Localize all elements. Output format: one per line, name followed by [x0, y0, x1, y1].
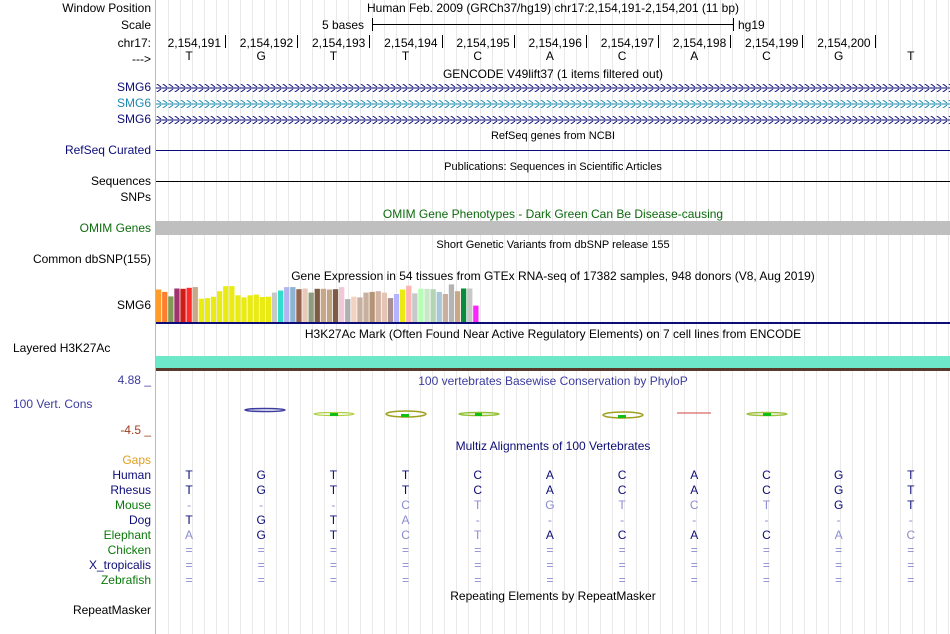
species-label-chicken: Chicken	[107, 543, 151, 557]
species-label-mouse: Mouse	[114, 498, 151, 512]
h3k27ac-baseline	[156, 368, 950, 371]
gtex-tissue-bar[interactable]	[333, 289, 338, 322]
refseq-curated-label[interactable]: RefSeq Curated	[64, 143, 151, 157]
multiz-base: C	[473, 468, 483, 482]
multiz-base: T	[474, 498, 482, 512]
base-letter: T	[185, 49, 193, 63]
strand-label: --->	[132, 52, 151, 66]
gtex-tissue-bar[interactable]	[309, 293, 314, 322]
multiz-base: =	[402, 543, 410, 557]
multiz-base: =	[907, 543, 915, 557]
multiz-base: T	[907, 483, 915, 497]
gencode-smg6-label-3[interactable]: SMG6	[116, 112, 151, 126]
multiz-base: C	[762, 528, 771, 542]
multiz-base: =	[907, 573, 915, 587]
multiz-base: -	[836, 513, 841, 527]
multiz-base: A	[690, 528, 699, 542]
common-dbsnp-label[interactable]: Common dbSNP(155)	[32, 252, 151, 266]
gaps-label: Gaps	[122, 453, 151, 467]
phylop-mark-5	[603, 412, 643, 418]
gtex-tissue-bar[interactable]	[431, 289, 436, 322]
gtex-tissue-bar[interactable]	[180, 289, 185, 322]
multiz-base: C	[473, 483, 483, 497]
smg6-transcript-1[interactable]	[156, 84, 950, 92]
assembly-label: hg19	[738, 18, 765, 32]
scale-bar-left-tick	[372, 18, 373, 31]
gtex-tissue-bar[interactable]	[424, 289, 429, 322]
gtex-tissue-bar[interactable]	[260, 297, 265, 322]
gtex-tissue-bar[interactable]	[254, 295, 259, 322]
gtex-tissue-bar[interactable]	[229, 286, 234, 322]
multiz-base: T	[329, 483, 338, 497]
multiz-base: =	[762, 573, 770, 587]
gtex-tissue-bar[interactable]	[296, 289, 301, 322]
multiz-base: T	[401, 483, 410, 497]
smg6-transcript-2[interactable]	[156, 100, 950, 108]
multiz-base: G	[833, 498, 844, 512]
coordinate-tick	[586, 35, 587, 48]
species-label-zebrafish: Zebrafish	[100, 573, 151, 587]
multiz-base: G	[833, 483, 844, 497]
layered-h3k27ac-label[interactable]: Layered H3K27Ac	[13, 341, 111, 355]
gtex-tissue-bar[interactable]	[339, 287, 344, 322]
base-letter: C	[617, 49, 627, 63]
multiz-base: C	[906, 528, 916, 542]
multiz-base: =	[329, 558, 337, 572]
multiz-base: =	[690, 573, 698, 587]
phylop-conservation-plot[interactable]	[156, 400, 950, 424]
gtex-tissue-bar[interactable]	[223, 286, 228, 322]
multiz-base: T	[329, 528, 338, 542]
multiz-base: =	[329, 573, 337, 587]
base-letter: G	[833, 49, 844, 63]
coordinate-tick	[875, 35, 876, 48]
gencode-smg6-label-1[interactable]: SMG6	[116, 80, 151, 94]
multiz-base: C	[401, 498, 410, 512]
base-letter: C	[762, 49, 771, 63]
phylop-track-title[interactable]: 100 vertebrates Basewise Conservation by PhyloP	[418, 374, 688, 388]
gencode-track-title[interactable]: GENCODE V49lift37 (1 items filtered out)	[442, 67, 664, 81]
scale-label: Scale	[120, 18, 151, 32]
coordinate-label: 2,154,195	[456, 36, 510, 50]
multiz-base: =	[618, 573, 626, 587]
multiz-base: =	[474, 558, 482, 572]
gtex-baseline	[156, 322, 950, 324]
repeatmasker-label[interactable]: RepeatMasker	[72, 603, 151, 617]
multiz-base: =	[546, 558, 554, 572]
gtex-tissue-bar[interactable]	[290, 287, 295, 322]
multiz-base: A	[545, 468, 554, 482]
sequences-label[interactable]: Sequences	[90, 174, 151, 188]
gtex-tissue-bar[interactable]	[382, 293, 387, 322]
dbsnp-track-title[interactable]: Short Genetic Variants from dbSNP release 155	[436, 239, 670, 251]
gtex-tissue-bar[interactable]	[199, 299, 204, 322]
multiz-base: -	[692, 513, 697, 527]
gtex-tissue-bar[interactable]	[345, 299, 350, 322]
multiz-base: A	[401, 513, 410, 527]
window-position-text: Human Feb. 2009 (GRCh37/hg19) chr17:2,154,191-2,154,201 (11 bp)	[366, 1, 740, 15]
gtex-tissue-bar[interactable]	[217, 291, 222, 322]
phylop-mark-7	[747, 413, 787, 417]
sequences-line[interactable]	[156, 181, 950, 182]
gtex-tissue-bar[interactable]	[467, 289, 472, 323]
coordinate-tick	[658, 35, 659, 48]
coordinate-label: 2,154,196	[528, 36, 582, 50]
phylop-mark-4	[459, 413, 499, 417]
gtex-tissue-bar[interactable]	[187, 288, 192, 322]
gtex-tissue-bar[interactable]	[351, 297, 356, 322]
multiz-base: =	[835, 573, 843, 587]
gtex-tissue-bar[interactable]	[394, 294, 399, 322]
phylop-mark-2	[314, 413, 354, 417]
gtex-expression-chart[interactable]	[156, 283, 950, 325]
coordinate-tick	[730, 35, 731, 48]
snps-label[interactable]: SNPs	[120, 190, 151, 204]
window-position-label: Window Position	[62, 1, 151, 15]
multiz-base: =	[474, 543, 482, 557]
multiz-base: =	[185, 573, 193, 587]
gtex-smg6-label[interactable]: SMG6	[116, 298, 151, 312]
coordinate-label: 2,154,193	[311, 36, 366, 50]
multiz-base: =	[257, 573, 265, 587]
multiz-base: A	[545, 528, 554, 542]
multiz-base: G	[256, 468, 266, 482]
h3k27ac-track-title[interactable]: H3K27Ac Mark (Often Found Near Active Regulatory Elements) on 7 cell lines from ENCODE	[304, 327, 802, 341]
multiz-base: G	[833, 468, 844, 482]
refseq-track-title[interactable]: RefSeq genes from NCBI	[490, 130, 616, 142]
multiz-base: =	[546, 543, 554, 557]
multiz-base: =	[762, 558, 770, 572]
multiz-base: =	[690, 558, 698, 572]
coordinate-tick	[369, 35, 370, 48]
phylop-mark-1	[245, 409, 285, 412]
gtex-tissue-bar[interactable]	[412, 293, 417, 322]
gtex-tissue-bar[interactable]	[327, 290, 332, 323]
coordinate-label: 2,154,198	[672, 36, 727, 50]
smg6-transcript-3[interactable]	[156, 116, 950, 124]
multiz-base: =	[402, 558, 410, 572]
gtex-tissue-bar[interactable]	[241, 297, 246, 322]
coordinate-label: 2,154,191	[167, 36, 221, 50]
multiz-base: =	[329, 543, 337, 557]
omim-genes-label[interactable]: OMIM Genes	[79, 221, 151, 235]
multiz-base: =	[402, 573, 410, 587]
gtex-tissue-bar[interactable]	[315, 289, 320, 322]
gtex-tissue-bar[interactable]	[284, 287, 289, 322]
multiz-base: G	[256, 513, 266, 527]
multiz-base: =	[257, 543, 265, 557]
gtex-tissue-bar[interactable]	[357, 297, 362, 322]
gtex-tissue-bar[interactable]	[376, 291, 381, 322]
coordinate-tick	[802, 35, 803, 48]
gtex-tissue-bar[interactable]	[278, 291, 283, 323]
phylop-min-label: -4.5 _	[120, 423, 151, 437]
coordinate-tick	[297, 35, 298, 48]
multiz-base: =	[690, 543, 698, 557]
gtex-tissue-bar[interactable]	[174, 289, 179, 323]
multiz-base: C	[617, 468, 627, 482]
multiz-base: A	[690, 483, 699, 497]
multiz-base: T	[401, 468, 410, 482]
base-letter: T	[401, 49, 410, 63]
gtex-tissue-bar[interactable]	[406, 286, 411, 322]
gtex-tissue-bar[interactable]	[266, 297, 271, 322]
multiz-base: T	[329, 468, 338, 482]
multiz-base: =	[546, 573, 554, 587]
multiz-base: T	[618, 498, 626, 512]
gencode-transcripts[interactable]	[156, 80, 950, 128]
coordinate-label: 2,154,192	[239, 36, 294, 50]
multiz-base: C	[617, 528, 627, 542]
multiz-base: T	[474, 528, 482, 542]
gtex-tissue-bar[interactable]	[302, 289, 307, 323]
multiz-base: C	[762, 468, 771, 482]
coordinate-label: 2,154,199	[745, 36, 799, 50]
base-letter: G	[256, 49, 266, 63]
gencode-smg6-label-2[interactable]: SMG6	[116, 96, 151, 110]
repeatmasker-track-title[interactable]: Repeating Elements by RepeatMasker	[450, 589, 656, 603]
gtex-tissue-bar[interactable]	[449, 284, 454, 322]
multiz-base: A	[545, 483, 554, 497]
multiz-base: G	[256, 483, 266, 497]
multiz-base: A	[184, 528, 193, 542]
coordinate-label: 2,154,200	[817, 36, 871, 50]
multiz-base: A	[690, 468, 699, 482]
gtex-tissue-bar[interactable]	[400, 290, 405, 323]
multiz-base: T	[762, 498, 771, 512]
gtex-tissue-bar[interactable]	[418, 289, 423, 322]
multiz-base: -	[547, 513, 552, 527]
phylop-track-label[interactable]: 100 Vert. Cons	[13, 397, 93, 411]
coordinate-label: 2,154,197	[600, 36, 655, 50]
publications-track-title[interactable]: Publications: Sequences in Scientific Articles	[444, 161, 662, 173]
multiz-base: -	[620, 513, 625, 527]
multiz-base: =	[185, 558, 193, 572]
gtex-tissue-bar[interactable]	[370, 292, 375, 322]
multiz-base: A	[834, 528, 843, 542]
gtex-track-title[interactable]: Gene Expression in 54 tissues from GTEx RNA-seq of 17382 samples, 948 donors (V8, Aug 2019)	[291, 269, 815, 283]
base-letter: C	[473, 49, 483, 63]
refseq-gene-line[interactable]	[156, 150, 950, 151]
base-letter: A	[690, 49, 699, 63]
coordinate-tick	[225, 35, 226, 48]
gtex-tissue-bar[interactable]	[168, 296, 173, 322]
gtex-tissue-bar[interactable]	[248, 295, 253, 322]
gtex-tissue-bar[interactable]	[235, 295, 240, 322]
gtex-tissue-bar[interactable]	[321, 289, 326, 322]
multiz-base: G	[545, 498, 555, 512]
scale-bar-right-tick	[733, 18, 734, 31]
multiz-base: T	[907, 498, 915, 512]
multiz-base: T	[907, 468, 915, 482]
species-label-elephant: Elephant	[103, 528, 151, 542]
base-letter: T	[907, 49, 915, 63]
gtex-tissue-bar[interactable]	[443, 294, 448, 322]
phylop-mark-3	[386, 411, 426, 417]
gtex-tissue-bar[interactable]	[437, 292, 442, 322]
gtex-tissue-bar[interactable]	[211, 297, 216, 322]
scale-bar-label: 5 bases	[322, 18, 365, 32]
multiz-base: =	[907, 558, 915, 572]
multiz-base: C	[689, 498, 699, 512]
gtex-tissue-bar[interactable]	[193, 287, 198, 322]
scale-bar	[372, 24, 733, 25]
coordinate-label: 2,154,194	[384, 36, 438, 50]
multiz-base: =	[474, 573, 482, 587]
multiz-base: T	[185, 468, 193, 482]
gtex-tissue-bar[interactable]	[473, 306, 478, 322]
gtex-tissue-bar[interactable]	[363, 293, 368, 322]
species-label-x-tropicalis: X_tropicalis	[88, 558, 151, 572]
coordinate-tick	[442, 35, 443, 48]
multiz-base: =	[835, 543, 843, 557]
species-label-rhesus: Rhesus	[110, 483, 151, 497]
gtex-tissue-bar[interactable]	[205, 298, 210, 322]
multiz-track-title[interactable]: Multiz Alignments of 100 Vertebrates	[455, 439, 651, 453]
gtex-tissue-bar[interactable]	[455, 291, 460, 322]
multiz-base: -	[187, 498, 191, 512]
gtex-tissue-bar[interactable]	[272, 293, 277, 322]
multiz-base: -	[331, 498, 336, 512]
omim-gene-bar[interactable]	[156, 221, 950, 235]
multiz-base: T	[185, 513, 193, 527]
multiz-base: T	[329, 513, 338, 527]
multiz-base: =	[762, 543, 770, 557]
base-letter: A	[545, 49, 554, 63]
genome-browser-image[interactable]	[156, 0, 950, 634]
multiz-base: C	[401, 528, 410, 542]
gtex-tissue-bar[interactable]	[162, 292, 167, 322]
multiz-base: -	[908, 513, 913, 527]
gtex-tissue-bar[interactable]	[156, 290, 161, 323]
multiz-base: -	[764, 513, 769, 527]
chromosome-label: chr17:	[117, 36, 151, 50]
multiz-base: =	[185, 543, 193, 557]
species-label-human: Human	[112, 468, 151, 482]
multiz-base: =	[618, 558, 626, 572]
phylop-max-label: 4.88 _	[117, 373, 151, 387]
omim-track-title[interactable]: OMIM Gene Phenotypes - Dark Green Can Be Disease-causing	[382, 207, 724, 221]
coordinate-tick	[514, 35, 515, 48]
multiz-base: -	[475, 513, 480, 527]
species-label-dog: Dog	[128, 513, 151, 527]
gtex-tissue-bar[interactable]	[388, 298, 393, 322]
track-label-column	[0, 0, 155, 634]
multiz-base: =	[618, 543, 626, 557]
multiz-base: =	[257, 558, 265, 572]
base-letter: T	[329, 49, 338, 63]
gtex-tissue-bar[interactable]	[461, 289, 466, 323]
multiz-base: C	[617, 483, 627, 497]
multiz-base: T	[185, 483, 193, 497]
multiz-base: -	[259, 498, 264, 512]
multiz-base: =	[835, 558, 843, 572]
h3k27ac-signal[interactable]	[156, 356, 950, 368]
multiz-base: G	[256, 528, 266, 542]
multiz-base: C	[762, 483, 771, 497]
